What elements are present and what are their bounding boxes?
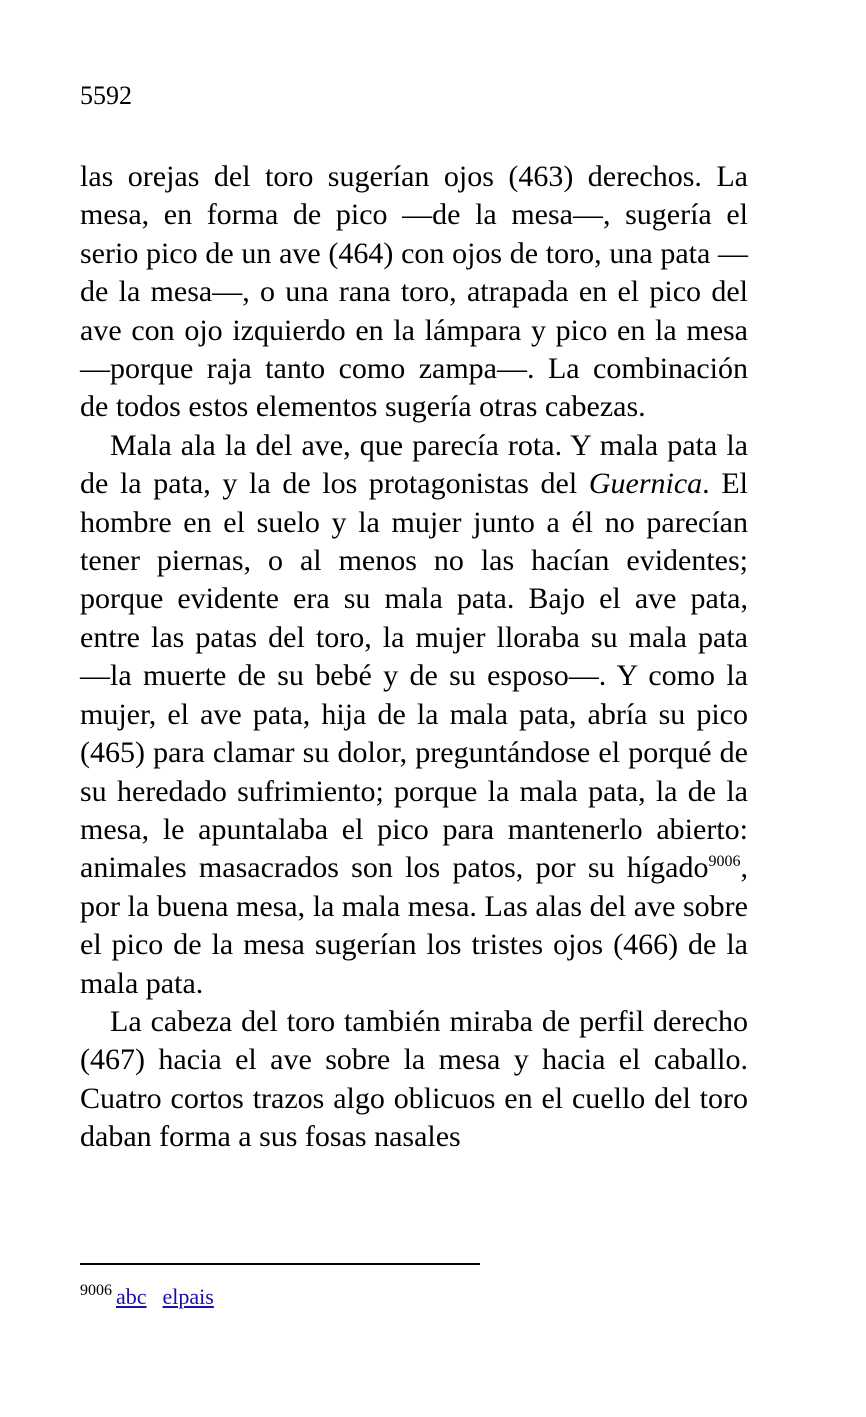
italic-title: Guernica	[588, 467, 703, 501]
footnote-divider	[80, 1263, 480, 1265]
paragraph-1: las orejas del toro sugerían ojos (463) derechos. La mesa, en forma de pico —de la mesa—, sugería el serio pico de un ave (464) con ojos de toro, una pata —de la mesa—, o una rana toro, atrapada en el pico del ave con ojo izquierdo en la lámpara y pico en la mesa —porque raja tanto como zampa—. La combinación de todos estos elementos sugería otras cabezas.	[80, 160, 748, 424]
paragraph-2	[80, 427, 748, 1003]
footnote-reference[interactable]: 9006	[708, 853, 741, 871]
paragraph-2-text-a: Mala ala la del ave, que parecía rota. Y mala pata la de la pata, y la de los protagonistas del	[80, 428, 748, 501]
paragraph-2-text-c: , por la buena mesa, la mala mesa. Las alas del ave sobre el pico de la mesa sugerían los tristes ojos (466) de la mala pata.	[80, 851, 748, 1000]
page-number: 5592	[80, 81, 132, 110]
paragraph-3: La cabeza del toro también miraba de perfil derecho (467) hacia el ave sobre la mesa y hacia el caballo. Cuatro cortos trazos algo oblicuos en el cuello del toro daban forma a sus fosas nasales	[80, 1004, 748, 1154]
body-text	[80, 158, 748, 1157]
paragraph-2-text-b: . El hombre en el suelo y la mujer junto a él no parecían tener piernas, o al menos no las hacían evidentes; porque evidente era su mala pata. Bajo el ave pata, entre las patas del toro, la mujer lloraba su mala pata —la muerte de su bebé y de su esposo—. Y como la mujer, el ave pata, hija de la mala pata, abría su pico (465) para clamar su dolor, preguntándose el porqué de su heredado sufrimiento; porque la mala pata, la de la mesa, le apuntalaba el pico para mantenerlo abierto: animales masacrados son los patos, por su hígado	[80, 467, 748, 885]
footnote-mark: 9006	[80, 1282, 112, 1299]
footnote	[80, 1282, 230, 1312]
footnote-link-elpais[interactable]: elpais	[162, 1284, 214, 1309]
footnote-link-abc[interactable]: abc	[116, 1284, 147, 1309]
